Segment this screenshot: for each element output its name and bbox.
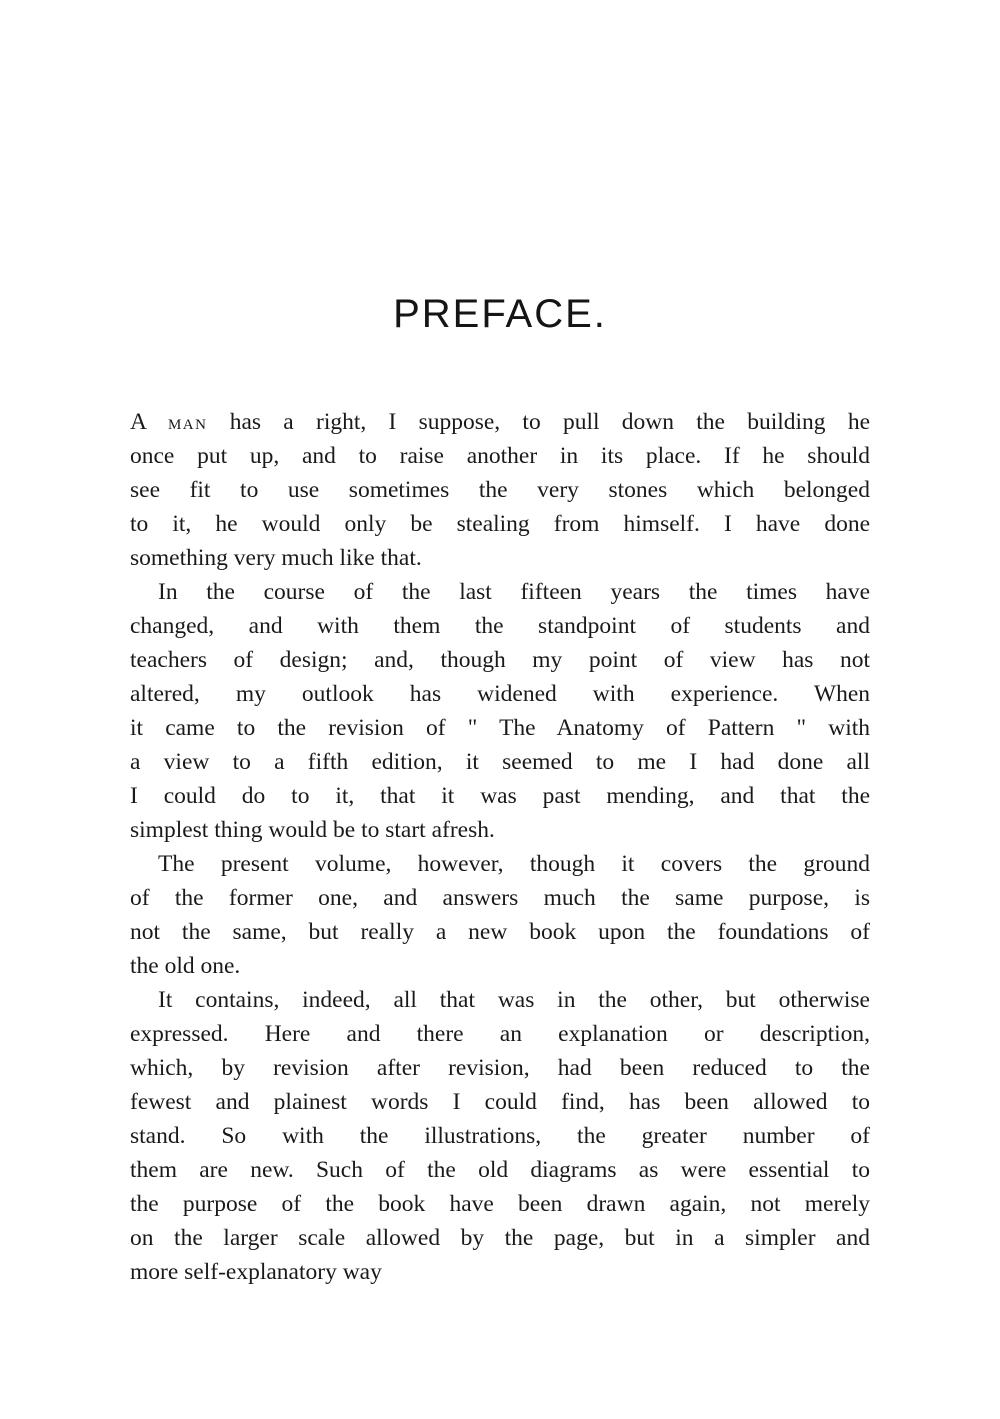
paragraph-line: them are new. Such of the old diagrams as were essential to	[130, 1157, 870, 1183]
line-text: has a right, I suppose, to pull down the building he	[207, 409, 870, 435]
small-caps-word: MAN	[167, 417, 208, 433]
page-title: PREFACE.	[393, 292, 607, 336]
paragraph-line: simplest thing would be to start afresh.	[130, 817, 495, 843]
paragraph-line: of the former one, and answers much the same purpose, is	[130, 885, 870, 911]
paragraph-line: more self-explanatory way	[130, 1259, 382, 1285]
paragraph-line: I could do to it, that it was past mending, and that the	[130, 783, 870, 809]
paragraph-line: something very much like that.	[130, 545, 422, 571]
paragraph-line	[130, 405, 870, 439]
paragraph-line: see fit to use sometimes the very stones which belonged	[130, 477, 870, 503]
paragraph-line: it came to the revision of " The Anatomy of Pattern " with	[130, 715, 870, 741]
paragraph-line: once put up, and to raise another in its place. If he should	[130, 443, 870, 469]
paragraph-line: stand. So with the illustrations, the greater number of	[130, 1123, 870, 1149]
paragraph-line: the purpose of the book have been drawn again, not merely	[130, 1191, 870, 1217]
paragraph-line: The present volume, however, though it covers the ground	[158, 851, 870, 877]
paragraph-line: on the larger scale allowed by the page, but in a simpler and	[130, 1225, 870, 1251]
paragraph-line: fewest and plainest words I could find, has been allowed to	[130, 1089, 870, 1115]
preface-body	[130, 405, 870, 1289]
paragraph-line: In the course of the last fifteen years the times have	[158, 579, 870, 605]
paragraph-line: the old one.	[130, 953, 241, 979]
paragraph-line: teachers of design; and, though my point of view has not	[130, 647, 870, 673]
paragraph-line: a view to a fifth edition, it seemed to me I had done all	[130, 749, 870, 775]
paragraph-line: which, by revision after revision, had been reduced to the	[130, 1055, 870, 1081]
paragraph-line: not the same, but really a new book upon the foundations of	[130, 919, 870, 945]
opening-letter: A	[130, 409, 146, 435]
paragraph-line: It contains, indeed, all that was in the other, but otherwise	[158, 987, 870, 1013]
paragraph-line: altered, my outlook has widened with experience. When	[130, 681, 870, 707]
paragraph-line: changed, and with them the standpoint of students and	[130, 613, 870, 639]
paragraph-line: to it, he would only be stealing from himself. I have done	[130, 511, 870, 537]
paragraph-line: expressed. Here and there an explanation or description,	[130, 1021, 870, 1047]
